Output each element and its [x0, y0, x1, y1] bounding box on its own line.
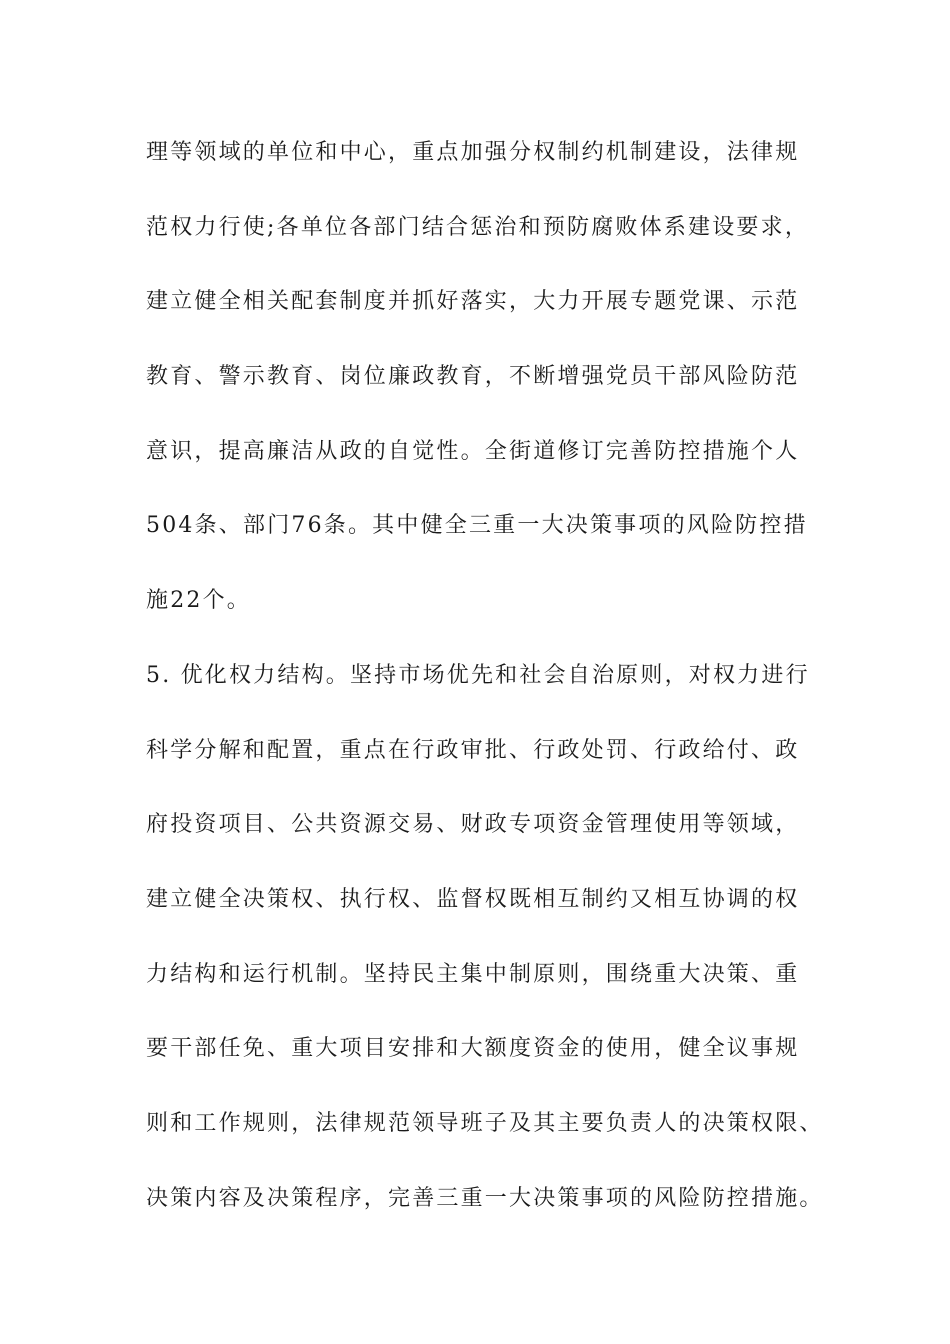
text-line: 理等领域的单位和中心，重点加强分权制约机制建设，法律规 — [146, 140, 800, 165]
text-line: 504条、部门76条。其中健全三重一大决策事项的风险防控措 — [146, 513, 808, 539]
text-line: 力结构和运行机制。坚持民主集中制原则，围绕重大决策、重 — [146, 961, 800, 987]
text-line: 建立健全相关配套制度并抓好落实，大力开展专题党课、示范 — [146, 289, 800, 315]
text-line: 教育、警示教育、岗位廉政教育，不断增强党员干部风险防范 — [146, 364, 800, 390]
text-line: 5. 优化权力结构。坚持市场优先和社会自治原则，对权力进行 — [146, 662, 810, 688]
body-text — [146, 128, 836, 1248]
text-line: 范权力行使;各单位各部门结合惩治和预防腐败体系建设要求， — [146, 214, 810, 240]
text-line: 则和工作规则，法律规范领导班子及其主要负责人的决策权限、 — [146, 1110, 824, 1136]
text-line: 施22个。 — [146, 588, 251, 614]
text-line: 科学分解和配置，重点在行政审批、行政处罚、行政给付、政 — [146, 737, 800, 763]
text-line: 要干部任免、重大项目安排和大额度资金的使用，健全议事规 — [146, 1036, 800, 1062]
text-line: 建立健全决策权、执行权、监督权既相互制约又相互协调的权 — [146, 886, 800, 912]
text-line: 意识，提高廉洁从政的自觉性。全街道修订完善防控措施个人 — [146, 438, 800, 464]
text-line: 决策内容及决策程序，完善三重一大决策事项的风险防控措施。 — [146, 1185, 824, 1211]
text-line: 府投资项目、公共资源交易、财政专项资金管理使用等领域， — [146, 812, 800, 838]
